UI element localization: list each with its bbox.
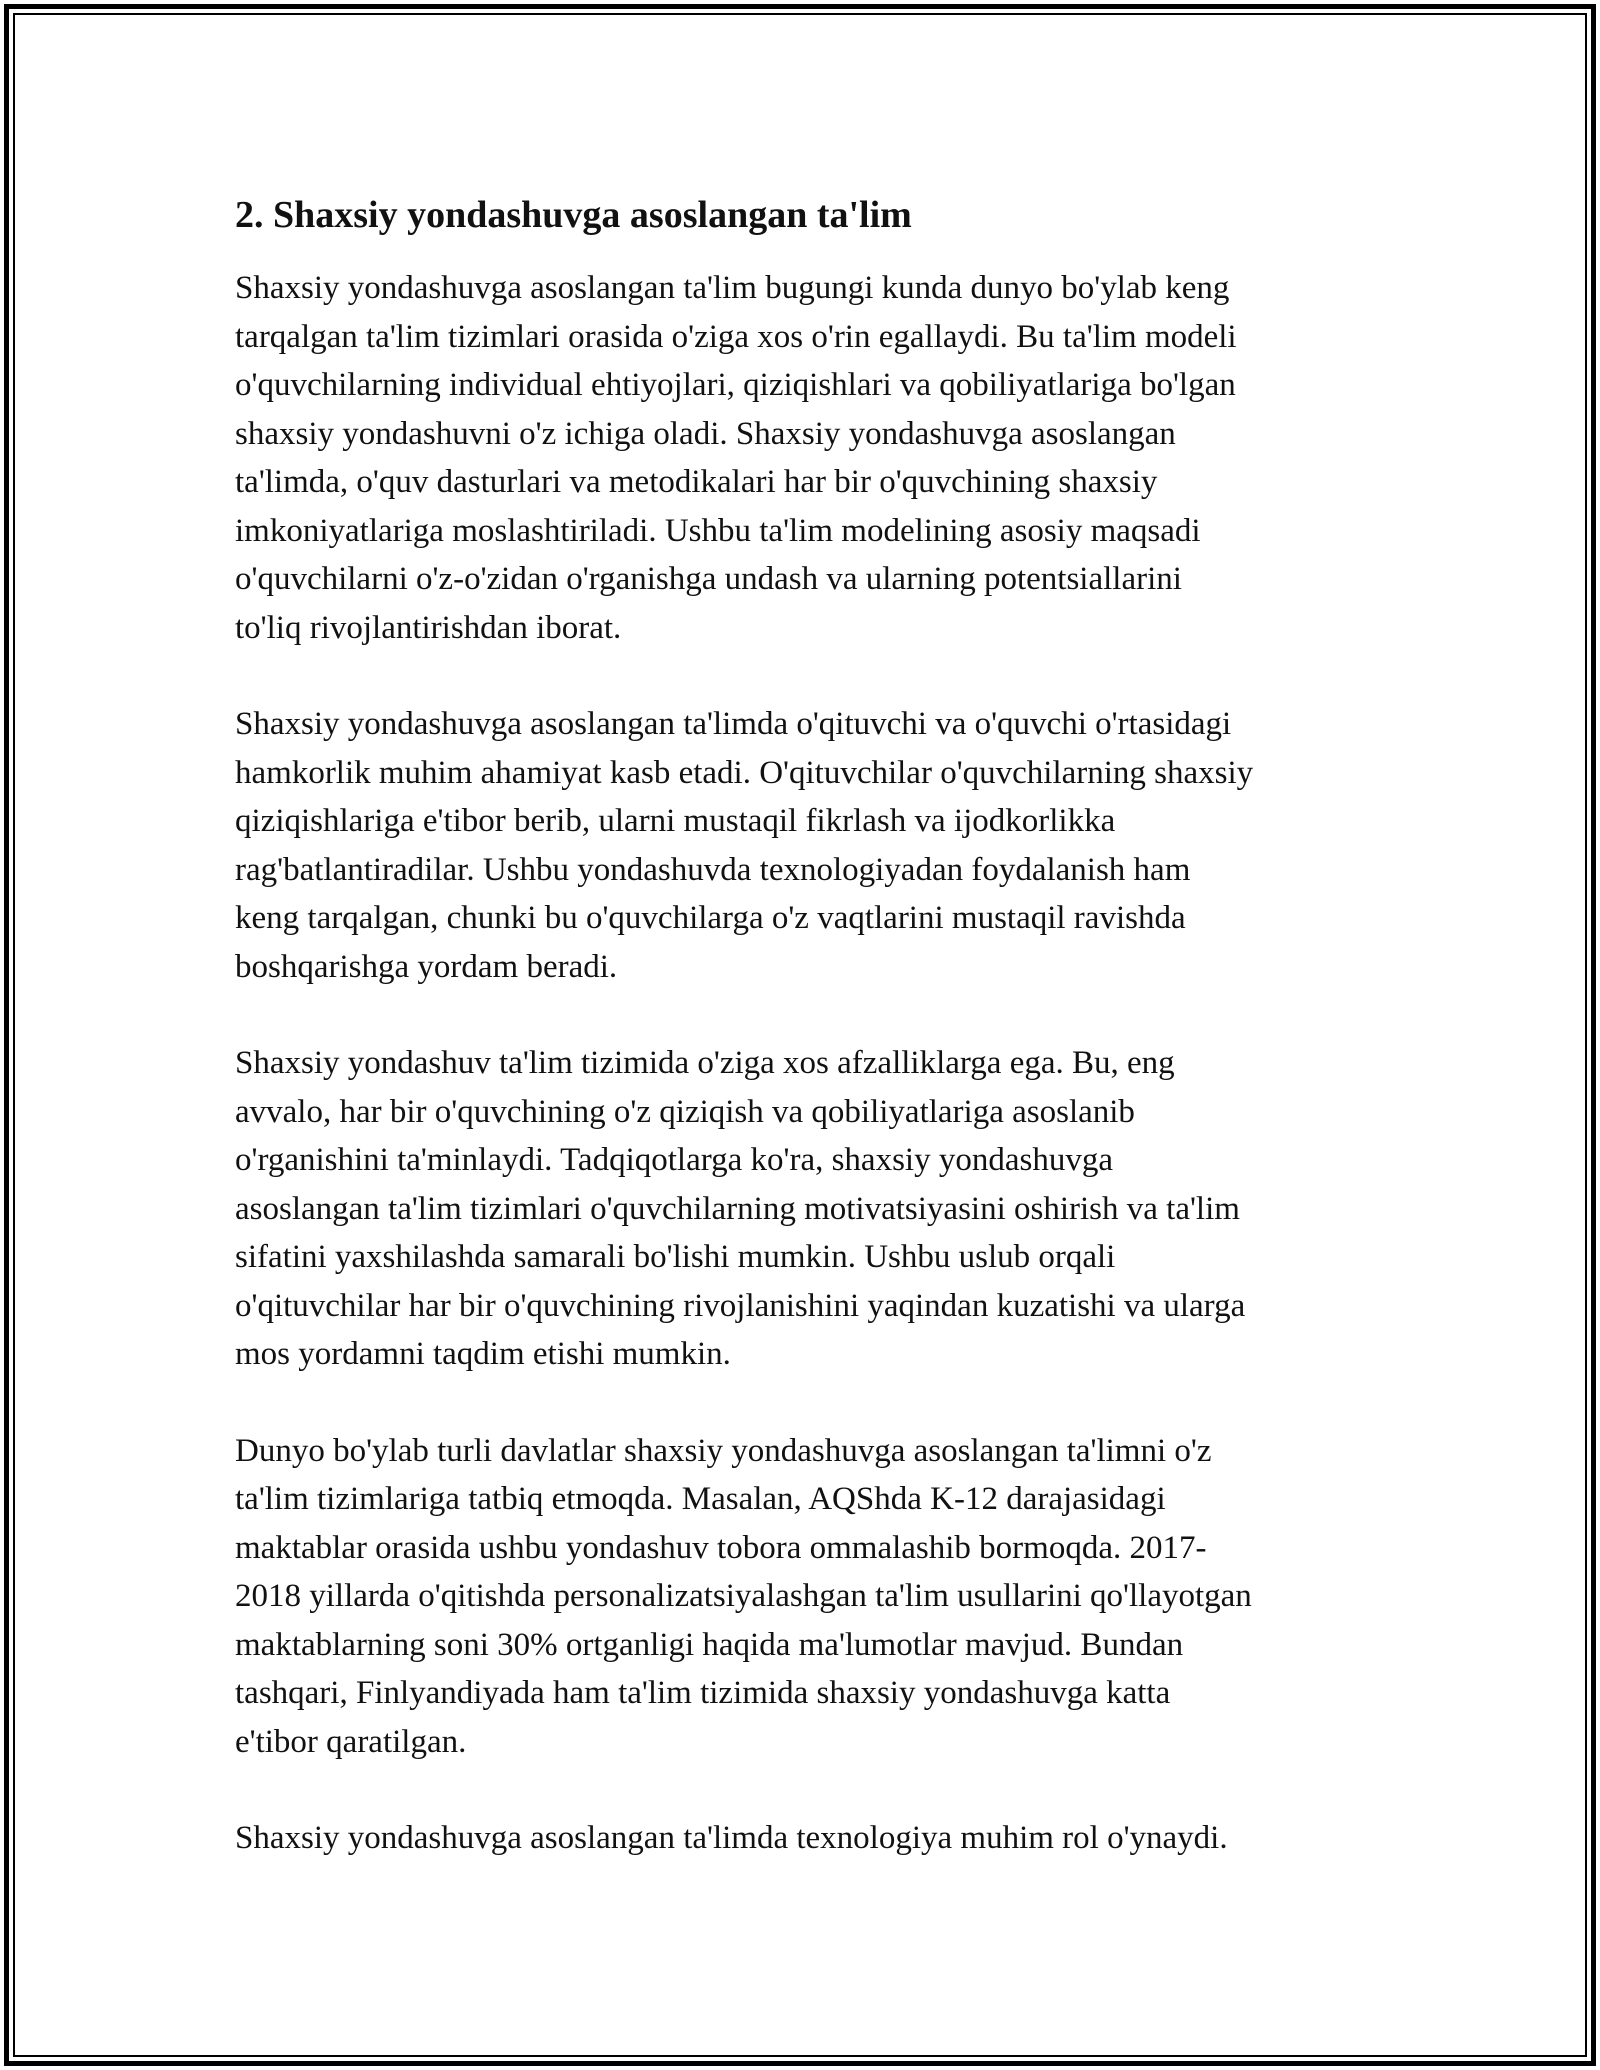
paragraph-2: Shaxsiy yondashuvga asoslangan ta'limda o'qituvchi va o'quvchi o'rtasidagi hamkorlik muhim ahamiyat kasb etadi. O'qituvchilar o'quvchilarning shaxsiy qiziqishlariga e'tibor berib, ularni mustaqil fikrlash va ijodkorlikka rag'batlantiradilar. Ushbu yondashuvda texnologiyadan foydalanish ham keng tarqalgan, chunki bu o'quvchilarga o'z vaqtlarini mustaqil ravishda boshqarishga yordam beradi. — [235, 706, 1254, 985]
paragraph-3: Shaxsiy yondashuv ta'lim tizimida o'ziga xos afzalliklarga ega. Bu, eng avvalo, har bir o'quvchining o'z qiziqish va qobiliyatlariga asoslanib o'rganishini ta'minlaydi. Tadqiqotlarga ko'ra, shaxsiy yondashuvga asoslangan ta'lim tizimlari o'quvchilarning motivatsiyasini oshirish va ta'lim sifatini yaxshilashda samarali bo'lishi mumkin. Ushbu uslub orqali o'qituvchilar har bir o'quvchining rivojlanishini yaqindan kuzatishi va ularga mos yordamni taqdim etishi mumkin. — [235, 1045, 1246, 1372]
paragraph-4: Dunyo bo'ylab turli davlatlar shaxsiy yondashuvga asoslangan ta'limni o'z ta'lim tizimlariga tatbiq etmoqda. Masalan, AQShda K-12 darajasidagi maktablar orasida ushbu yondashuv tobora ommalashib bormoqda. 2017- 2018 yillarda o'qitishda personalizatsiyalashgan ta'lim usullarini qo'llayotgan maktablarning soni 30% ortganligi haqida ma'lumotlar mavjud. Bundan tashqari, Finlyandiyada ham ta'lim tizimida shaxsiy yondashuvga katta e'tibor qaratilgan. — [235, 1432, 1252, 1760]
section-heading: 2. Shaxsiy yondashuvga asoslangan ta'lim — [235, 194, 912, 236]
paragraph-1: Shaxsiy yondashuvga asoslangan ta'lim bugungi kunda dunyo bo'ylab keng tarqalgan ta'lim tizimlari orasida o'ziga xos o'rin egallaydi. Bu ta'lim modeli o'quvchilarning individual ehtiyojlari, qiziqishlari va qobiliyatlariga bo'lgan shaxsiy yondashuvni o'z ichiga oladi. Shaxsiy yondashuvga asoslangan ta'limda, o'quv dasturlari va metodikalari har bir o'quvchining shaxsiy imkoniyatlariga moslashtiriladi. Ushbu ta'lim modelining asosiy maqsadi o'quvchilarni o'z-o'zidan o'rganishga undash va ularning potentsiallarini to'liq rivojlantirishdan iborat. — [235, 270, 1237, 646]
document-content — [235, 190, 1385, 1863]
paragraph-5: Shaxsiy yondashuvga asoslangan ta'limda texnologiya muhim rol o'ynaydi. — [235, 1820, 1228, 1856]
